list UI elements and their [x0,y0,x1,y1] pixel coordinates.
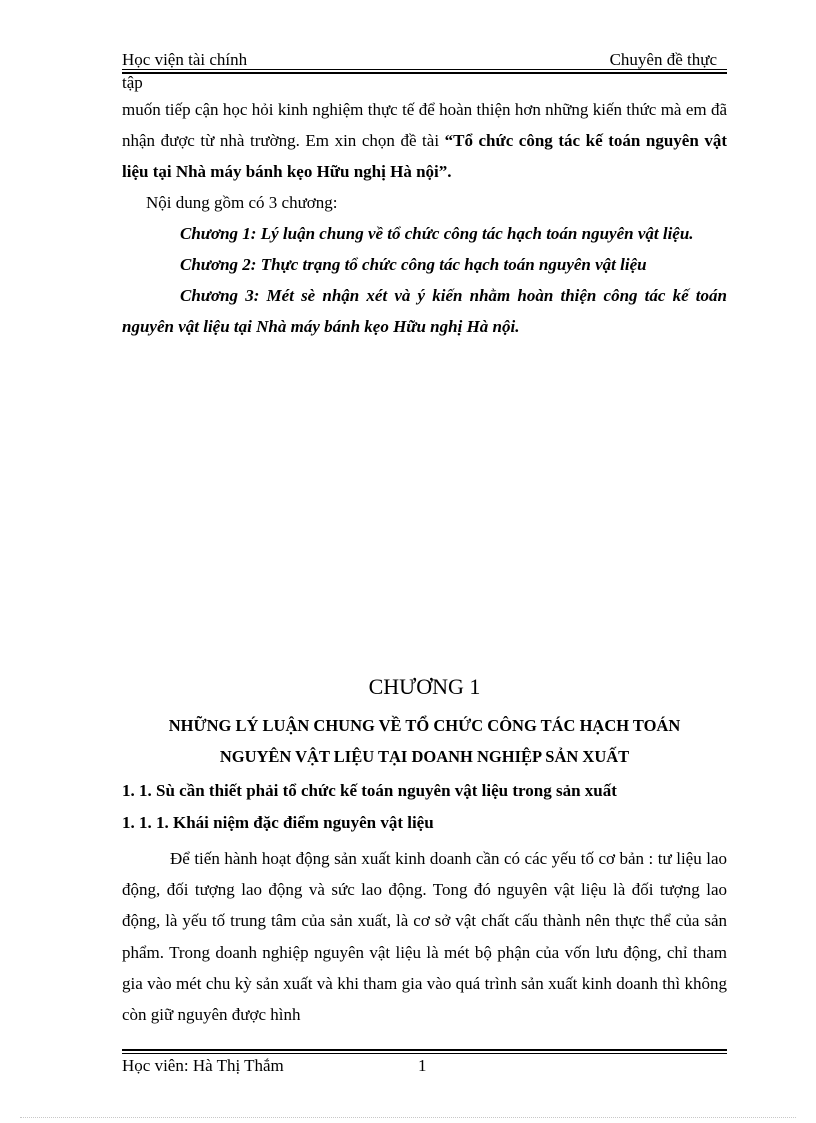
chapter-heading [122,672,727,772]
chapter-3-summary: Chương 3: Mét sè nhận xét và ý kiến nhằm hoàn thiện công tác kế toán nguyên vật liệu tại Nhà máy bánh kẹo Hữu nghị Hà nội. [122,286,727,336]
section-1-1-heading: 1. 1. Sù cần thiết phải tổ chức kế toán nguyên vật liệu trong sản xuất [122,781,617,800]
header-rule [122,69,727,74]
chapter-title [122,710,727,772]
chapter-title-line-1: NHỮNG LÝ LUẬN CHUNG VỀ TỔ CHỨC CÔNG TÁC HẠCH TOÁN [168,716,681,735]
intro-paragraph [122,94,727,187]
chapter-2-summary: Chương 2: Thực trạng tổ chức công tác hạch toán nguyên vật liệu [180,255,647,274]
section-1-1-1-heading: 1. 1. 1. Khái niệm đặc điểm nguyên vật liệu [122,813,434,832]
chapter-number: CHƯƠNG 1 [368,674,481,699]
header-institution: Học viện tài chính [122,50,248,69]
intro-text [122,94,727,342]
chapter-1-summary: Chương 1: Lý luận chung về tổ chức công tác hạch toán nguyên vật liệu. [180,224,694,243]
content-intro: Nội dung gồm có 3 chương: [146,193,338,212]
body-paragraph: Để tiến hành hoạt động sản xuất kinh doanh cần có các yếu tố cơ bản : tư liệu lao động, đối tượng lao động và sức lao động. Tong đó nguyên vật liệu là đối tượng lao động, là yếu tố trung tâm của sản xuất, là cơ sở vật chất cấu thành nên thực thể của sản phẩm. Trong doanh nghiệp nguyên vật liệu là mét bộ phận của vốn lưu động, chỉ tham gia vào mét chu kỳ sản xuất và khi tham gia vào quá trình sản xuất kinh doanh thì không còn giữ nguyên được hình [122,849,727,1025]
intro-line: muốn tiếp cận học hỏi kinh nghiệm thực tế để hoàn thiện hơn những kiến thức mà em đã nhận được từ nhà trường. Em xin chọn đề tài [122,100,727,150]
header-report-type-wrap: tập [122,73,143,92]
page-number: 1 [418,1056,427,1075]
footer-rule [122,1049,727,1054]
section-body [122,843,727,1030]
header-report-type: Chuyên đề thực [609,50,717,69]
chapter-title-line-2: NGUYÊN VẬT LIỆU TẠI DOANH NGHIỆP SẢN XUẤT [219,747,630,766]
thesis-topic: “Tổ chức công tác kế toán nguyên vật liệu tại Nhà máy bánh kẹo Hữu nghị Hà nội”. [122,131,727,181]
footer-student: Học viên: Hà Thị Thắm [122,1056,284,1075]
page-bottom-edge [20,1117,796,1118]
